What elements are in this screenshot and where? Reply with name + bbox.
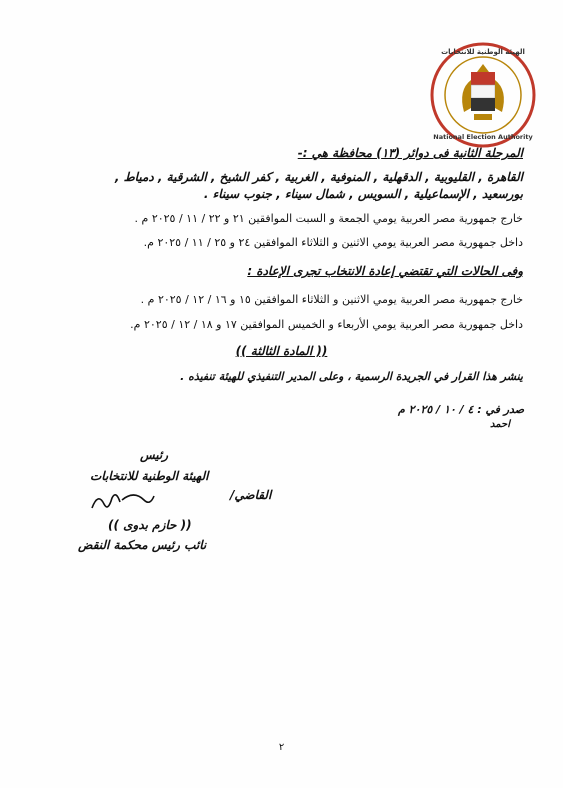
logo-seal-icon	[430, 42, 536, 148]
rerun-heading: وفى الحالات التي تقتضي إعادة الانتخاب تجرى الإعادة :	[247, 264, 523, 278]
signature-title-president: رئيس	[140, 448, 169, 462]
signature-judge-label: القاضي/	[230, 488, 272, 502]
page-number: ٢	[278, 742, 285, 753]
signature-name: (( حازم بدوى ))	[108, 518, 192, 532]
article-three-text: ينشر هذا القرار في الجريدة الرسمية ، وعلى المدير التنفيذي للهيئة تنفيذه .	[180, 370, 523, 383]
article-three-heading: (( المادة الثالثة ))	[235, 344, 328, 358]
signature-position: نائب رئيس محكمة النقض	[78, 538, 207, 552]
rerun-abroad-dates: خارج جمهورية مصر العربية يومي الاثنين و الثلاثاء الموافقين ١٥ و ١٦ / ١٢ / ٢٠٢٥ م .	[140, 293, 523, 306]
second-stage-abroad-dates: خارج جمهورية مصر العربية يومي الجمعة و السبت الموافقين ٢١ و ٢٢ / ١١ / ٢٠٢٥ م .	[134, 212, 523, 225]
logo-arabic-text: الهيئة الوطنية للانتخابات	[441, 48, 525, 56]
issued-initials: احمد	[490, 419, 510, 430]
national-election-authority-logo	[430, 42, 536, 148]
rerun-inside-dates: داخل جمهورية مصر العربية يومي الأربعاء و الخميس الموافقين ١٧ و ١٨ / ١٢ / ٢٠٢٥ م.	[130, 318, 523, 331]
handwritten-signature-icon	[88, 486, 158, 516]
second-stage-heading: المرحلة الثانية فى دوائر (١٣) محافظة هي :-	[297, 146, 523, 160]
second-stage-inside-dates: داخل جمهورية مصر العربية يومي الاثنين و الثلاثاء الموافقين ٢٤ و ٢٥ / ١١ / ٢٠٢٥ م.	[143, 236, 523, 249]
signature-title-authority: الهيئة الوطنية للانتخابات	[90, 469, 209, 483]
governorates-line-2: بورسعيد , الإسماعيلية , السويس , شمال سيناء , جنوب سيناء .	[203, 187, 523, 201]
logo-english-text: National Election Authority	[433, 133, 533, 141]
issued-date: صدر في : ٤ / ١٠ / ٢٠٢٥ م	[398, 403, 525, 416]
governorates-line-1: القاهرة , القليوبية , الدقهلية , المنوفية , الغربية , كفر الشيخ , الشرقية , دمياط ,	[114, 170, 523, 184]
